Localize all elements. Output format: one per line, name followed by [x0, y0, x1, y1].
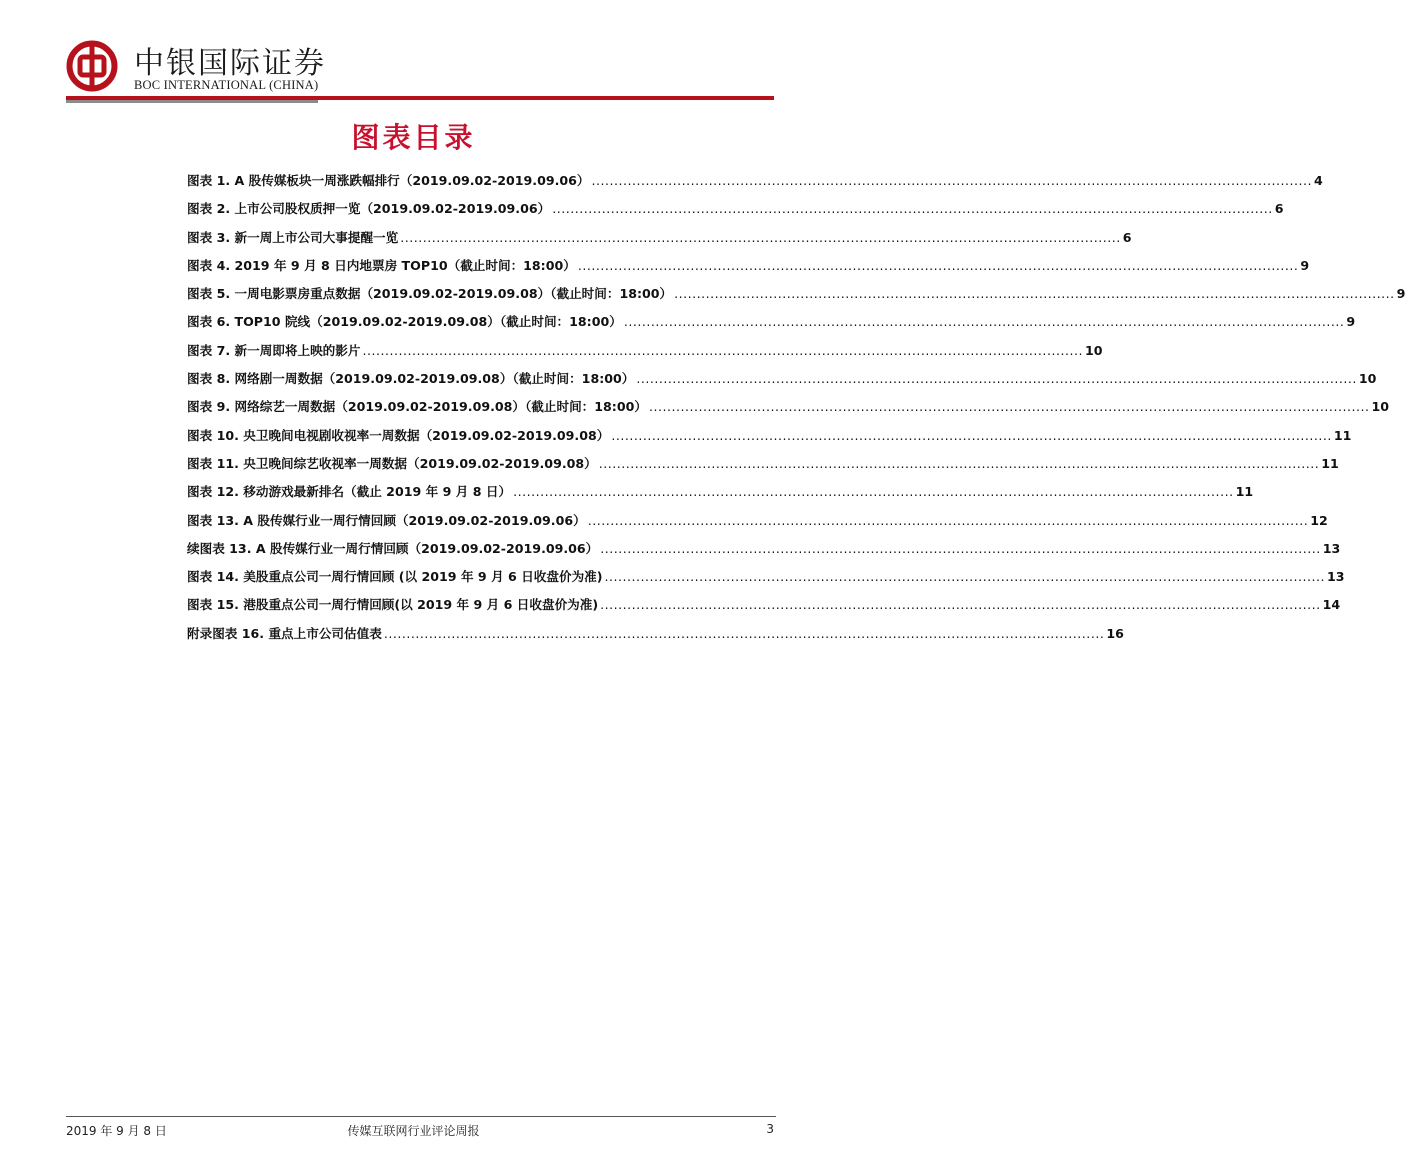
toc-leader-dots [636, 371, 1357, 386]
toc-entry-page: 6 [1122, 229, 1132, 245]
toc-entry-label: 图表 8. 网络剧一周数据（2019.09.02-2019.09.08）（截止时间：18:00） [187, 371, 635, 387]
toc-entry-page: 6 [1274, 201, 1284, 217]
toc-entry-page: 11 [1333, 427, 1352, 443]
toc-entry[interactable] [187, 566, 1345, 594]
header-rule-gray [66, 100, 318, 103]
toc-entry-page: 10 [1084, 342, 1103, 358]
toc-entry-page: 4 [1314, 173, 1323, 188]
toc-entry[interactable] [187, 170, 1323, 198]
toc-leader-dots [588, 513, 1309, 528]
footer-rule [66, 1116, 776, 1117]
toc-leader-dots [600, 541, 1321, 556]
toc-entry-page: 10 [1371, 399, 1389, 415]
toc-entry-page: 9 [1396, 286, 1405, 302]
toc-entry-label: 图表 12. 移动游戏最新排名（截止 2019 年 9 月 8 日） [187, 484, 512, 500]
toc-entry[interactable] [187, 425, 1352, 453]
boc-logo-icon [66, 40, 118, 92]
toc-leader-dots [552, 201, 1273, 216]
page-header [66, 36, 774, 104]
toc-entry[interactable] [187, 510, 1328, 538]
toc-leader-dots [513, 484, 1234, 499]
toc-entry[interactable] [187, 368, 1377, 396]
toc-entry-label: 图表 9. 网络综艺一周数据（2019.09.02-2019.09.08）（截止时间：18:00） [187, 399, 647, 415]
toc-leader-dots [592, 173, 1313, 188]
toc-title: 图表目录 [351, 121, 476, 154]
toc-leader-dots [599, 456, 1320, 471]
toc-leader-dots [674, 286, 1395, 301]
toc-entry[interactable] [187, 396, 1389, 424]
toc-entry[interactable] [187, 311, 1356, 339]
toc-entry-page: 14 [1322, 597, 1341, 613]
toc-entry-label: 图表 5. 一周电影票房重点数据（2019.09.02-2019.09.08）（截止时间：18:00） [187, 286, 673, 302]
toc-entry[interactable] [187, 453, 1339, 481]
toc-entry-page: 10 [1358, 371, 1377, 387]
toc-entry-label: 附录图表 16. 重点上市公司估值表 [187, 625, 382, 641]
toc-entry-label: 图表 1. A 股传媒板块一周涨跌幅排行（2019.09.02-2019.09.06） [187, 173, 590, 188]
toc-entry[interactable] [187, 481, 1254, 509]
toc-entry[interactable] [187, 340, 1103, 368]
toc-entry-label: 图表 4. 2019 年 9 月 8 日内地票房 TOP10（截止时间：18:00） [187, 257, 576, 273]
toc-leader-dots [605, 569, 1326, 584]
toc-entry[interactable] [187, 255, 1310, 283]
toc-leader-dots [611, 428, 1332, 443]
toc-entry-page: 13 [1322, 540, 1341, 556]
toc-leader-dots [649, 399, 1370, 414]
footer-page-number: 3 [766, 1122, 774, 1136]
footer-date: 2019 年 9 月 8 日 [66, 1124, 167, 1138]
toc-entry-page: 13 [1327, 569, 1345, 585]
toc-entry[interactable] [187, 227, 1132, 255]
toc-entry-label: 图表 10. 央卫晚间电视剧收视率一周数据（2019.09.02-2019.09.08） [187, 427, 610, 443]
toc-entry-label: 图表 11. 央卫晚间综艺收视率一周数据（2019.09.02-2019.09.08） [187, 455, 597, 471]
toc-leader-dots [400, 230, 1121, 245]
toc-entry[interactable] [187, 594, 1341, 622]
toc-entry-page: 12 [1310, 512, 1328, 528]
toc-entry-page: 9 [1300, 257, 1310, 273]
toc-entry-label: 图表 13. A 股传媒行业一周行情回顾（2019.09.02-2019.09.06） [187, 512, 586, 528]
toc-entry-label: 图表 7. 新一周即将上映的影片 [187, 342, 361, 358]
footer-report-name: 传媒互联网行业评论周报 [347, 1124, 480, 1138]
toc-entry-label: 图表 3. 新一周上市公司大事提醒一览 [187, 229, 399, 245]
toc-leader-dots [384, 626, 1105, 641]
toc-entry[interactable] [187, 283, 1405, 311]
brand-name-en: BOC INTERNATIONAL (CHINA) [134, 78, 319, 92]
toc-entry-page: 11 [1235, 484, 1254, 500]
toc-entry-label: 续图表 13. A 股传媒行业一周行情回顾（2019.09.02-2019.09.06） [187, 540, 599, 556]
toc-leader-dots [600, 597, 1321, 612]
toc-entry-page: 9 [1346, 314, 1356, 330]
toc-leader-dots [362, 343, 1083, 358]
toc-leader-dots [624, 314, 1345, 329]
toc-entry-label: 图表 2. 上市公司股权质押一览（2019.09.02-2019.09.06） [187, 201, 551, 217]
brand-name-cn: 中银国际证券 [134, 46, 326, 81]
toc-leader-dots [578, 258, 1299, 273]
toc-entry-label: 图表 6. TOP10 院线（2019.09.02-2019.09.08）（截止时间：18:00） [187, 314, 622, 330]
toc-entry[interactable] [187, 198, 1284, 226]
toc-entry[interactable] [187, 623, 1124, 651]
toc-entry-label: 图表 14. 美股重点公司一周行情回顾 (以 2019 年 9 月 6 日收盘价为准) [187, 569, 603, 585]
table-of-figures [187, 170, 1405, 651]
toc-entry-page: 16 [1106, 625, 1124, 641]
toc-entry[interactable] [187, 538, 1341, 566]
toc-entry-page: 11 [1321, 455, 1339, 471]
toc-entry-label: 图表 15. 港股重点公司一周行情回顾(以 2019 年 9 月 6 日收盘价为准) [187, 597, 599, 613]
